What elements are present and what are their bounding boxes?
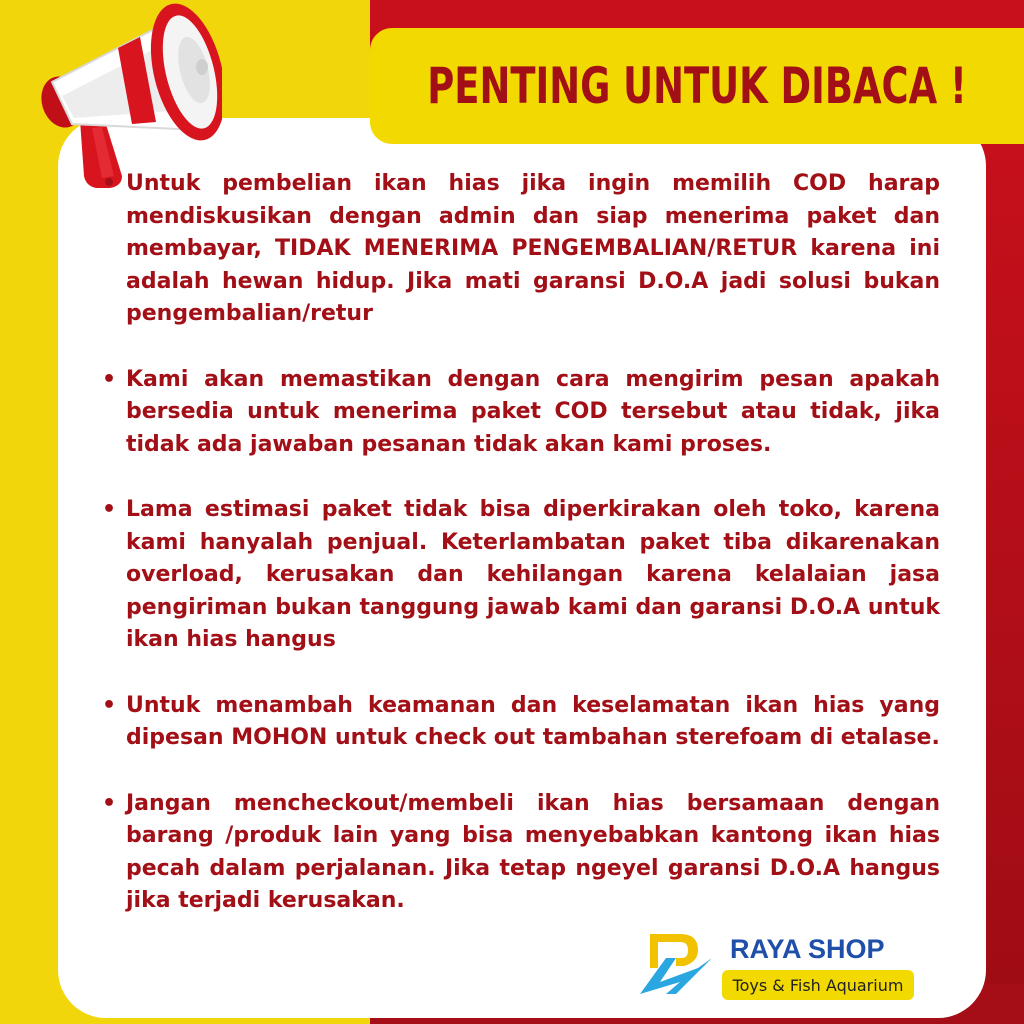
rule-item: • Untuk menambah keamanan dan keselamatan ikan hias yang dipesan MOHON untuk check out tambahan sterefoam di etalase. (100, 690, 940, 755)
raya-shop-logo-icon (636, 928, 716, 998)
rule-item: • Lama estimasi paket tidak bisa diperkirakan oleh toko, karena kami hanyalah penjual. Keterlambatan paket tiba dikarenakan overload, kerusakan dan kehilangan karena kelalaian jasa pengiriman bukan tanggung jawab kami dan garansi D.O.A untuk ikan hias hangus (100, 494, 940, 657)
page-title: PENTING UNTUK DIBACA ! (427, 57, 967, 115)
rules-list (100, 168, 940, 951)
brand-logo (636, 928, 936, 1008)
rule-item: • Untuk pembelian ikan hias jika ingin memilih COD harap mendiskusikan dengan admin dan siap menerima paket dan membayar, TIDAK MENERIMA PENGEMBALIAN/RETUR karena ini adalah hewan hidup. Jika mati garansi D.O.A jadi solusi bukan pengembalian/retur (100, 168, 940, 331)
rule-item: • Jangan mencheckout/membeli ikan hias bersamaan dengan barang /produk lain yang bisa menyebabkan kantong ikan hias pecah dalam perjalanan. Jika tetap ngeyel garansi D.O.A hangus jika terjadi kerusakan. (100, 788, 940, 918)
brand-tagline: Toys & Fish Aquarium (722, 970, 914, 1000)
brand-name: RAYA SHOP (730, 934, 885, 964)
rule-item: • Kami akan memastikan dengan cara mengirim pesan apakah bersedia untuk menerima paket COD tersebut atau tidak, jika tidak ada jawaban pesanan tidak akan kami proses. (100, 364, 940, 462)
megaphone-icon (22, 0, 222, 195)
title-banner (370, 28, 1024, 144)
